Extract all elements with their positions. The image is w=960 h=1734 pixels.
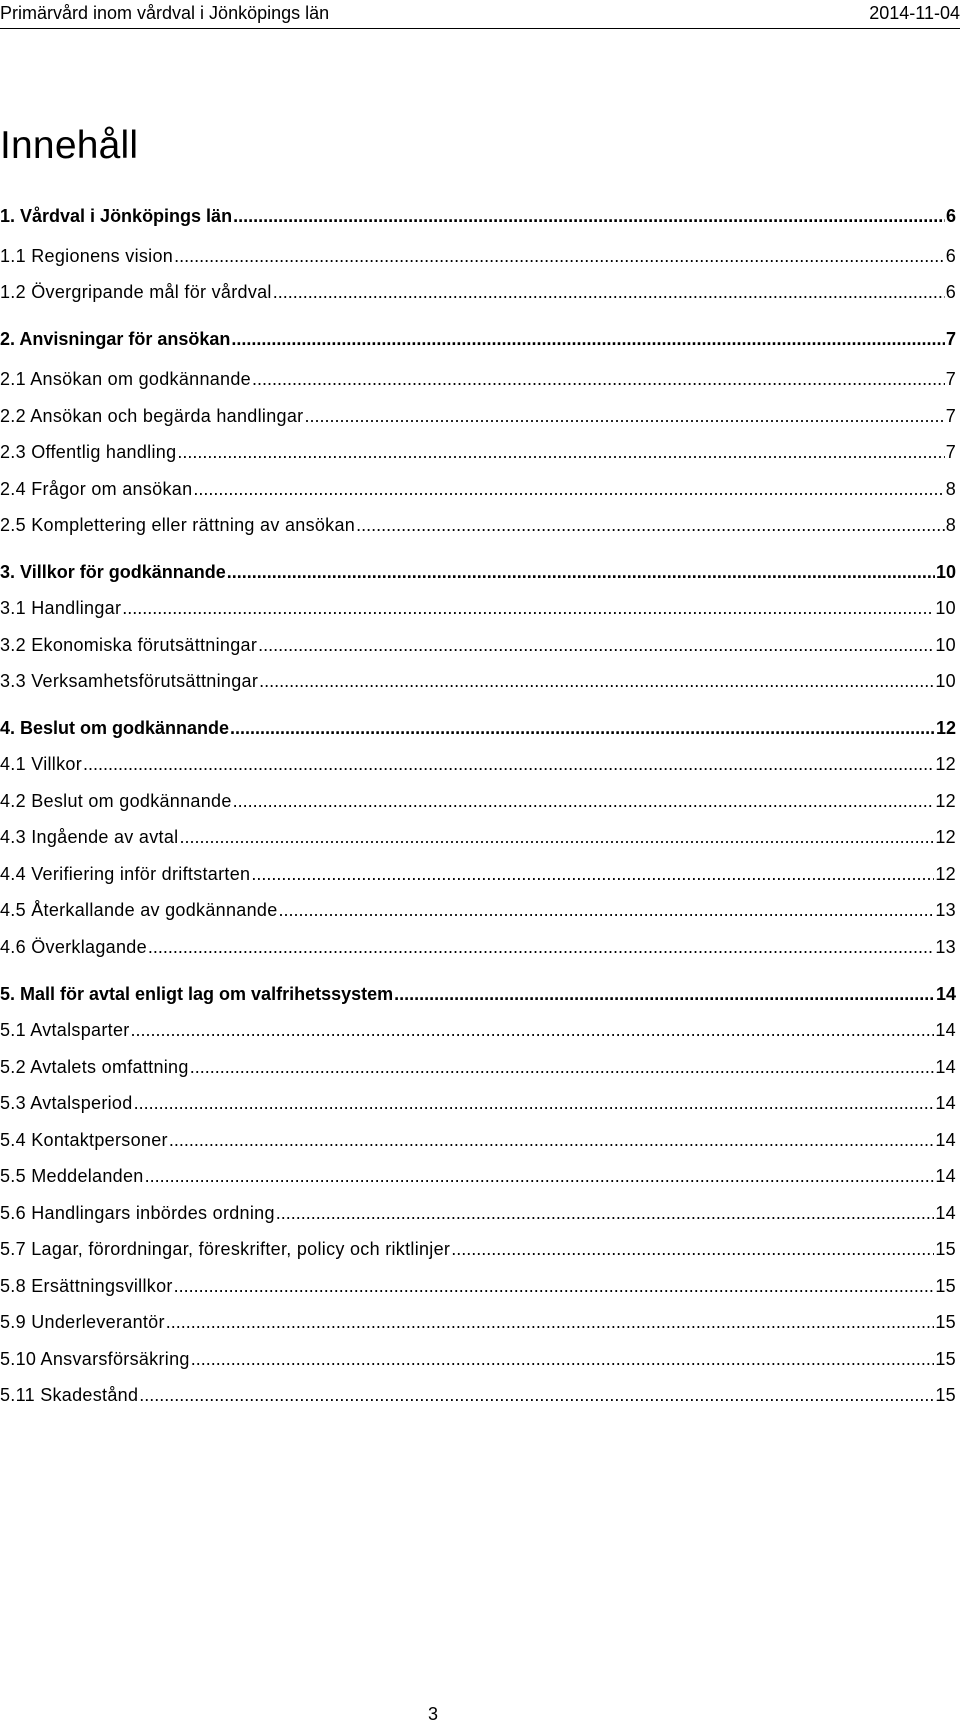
toc-entry-label: 3.2 Ekonomiska förutsättningar — [0, 635, 258, 655]
toc-dot-leader — [233, 788, 935, 814]
toc-section-entry[interactable] — [0, 243, 956, 269]
toc-dot-leader — [233, 203, 945, 229]
toc-section-entry[interactable] — [0, 279, 956, 305]
toc-entry-page: 6 — [945, 282, 956, 302]
toc-entry-label: 4.3 Ingående av avtal — [0, 827, 179, 847]
toc-entry-label: 5.3 Avtalsperiod — [0, 1093, 133, 1113]
toc-entry-label: 2. Anvisningar för ansökan — [0, 329, 231, 349]
toc-entry-label: 3.3 Verksamhetsförutsättningar — [0, 671, 259, 691]
toc-entry-label: 5.1 Avtalsparter — [0, 1020, 130, 1040]
toc-entry-page: 13 — [935, 937, 956, 957]
toc-entry-label: 5.5 Meddelanden — [0, 1166, 144, 1186]
header-document-title: Primärvård inom vårdval i Jönköpings län — [0, 3, 330, 23]
toc-dot-leader — [230, 715, 935, 741]
toc-entry-page: 14 — [935, 1166, 956, 1186]
toc-chapter-entry[interactable] — [0, 559, 956, 585]
toc-dot-leader — [122, 595, 934, 621]
toc-section-entry[interactable] — [0, 897, 956, 923]
toc-entry-page: 10 — [935, 562, 956, 582]
toc-entry-label: 2.5 Komplettering eller rättning av ansökan — [0, 515, 356, 535]
toc-dot-leader — [279, 897, 935, 923]
toc-chapter-entry[interactable] — [0, 715, 956, 741]
toc-dot-leader — [251, 861, 934, 887]
toc-entry-label: 2.4 Frågor om ansökan — [0, 479, 193, 499]
toc-entry-label: 1. Vårdval i Jönköpings län — [0, 206, 233, 226]
toc-dot-leader — [177, 439, 944, 465]
toc-entry-page: 6 — [945, 246, 956, 266]
toc-section-entry[interactable] — [0, 1163, 956, 1189]
toc-section-entry[interactable] — [0, 1200, 956, 1226]
toc-entry-label: 4. Beslut om godkännande — [0, 718, 230, 738]
toc-section-entry[interactable] — [0, 1382, 956, 1408]
toc-section-entry[interactable] — [0, 366, 956, 392]
toc-dot-leader — [148, 934, 934, 960]
toc-section-entry[interactable] — [0, 512, 956, 538]
header-date: 2014-11-04 — [869, 3, 960, 23]
toc-entry-page: 12 — [935, 827, 956, 847]
toc-entry-page: 15 — [935, 1349, 956, 1369]
toc-dot-leader — [179, 824, 934, 850]
toc-chapter-entry[interactable] — [0, 326, 956, 352]
toc-entry-label: 4.1 Villkor — [0, 754, 83, 774]
toc-section-entry[interactable] — [0, 403, 956, 429]
toc-entry-page: 6 — [945, 206, 956, 226]
toc-dot-leader — [134, 1090, 935, 1116]
toc-section-entry[interactable] — [0, 476, 956, 502]
toc-entry-label: 4.4 Verifiering inför driftstarten — [0, 864, 251, 884]
toc-dot-leader — [227, 559, 935, 585]
page-header — [0, 0, 960, 40]
toc-entry-label: 5.2 Avtalets omfattning — [0, 1057, 189, 1077]
toc-section-entry[interactable] — [0, 668, 956, 694]
toc-entry-label: 5.9 Underleverantör — [0, 1312, 165, 1332]
toc-entry-page: 7 — [945, 329, 956, 349]
toc-entry-label: 2.2 Ansökan och begärda handlingar — [0, 406, 304, 426]
toc-section-entry[interactable] — [0, 751, 956, 777]
toc-entry-page: 15 — [935, 1239, 956, 1259]
toc-dot-leader — [83, 751, 934, 777]
toc-dot-leader — [356, 512, 945, 538]
toc-entry-label: 3. Villkor för godkännande — [0, 562, 226, 582]
toc-dot-leader — [190, 1054, 935, 1080]
toc-entry-page: 7 — [945, 406, 956, 426]
toc-entry-label: 1.2 Övergripande mål för vårdval — [0, 282, 272, 302]
toc-entry-label: 5. Mall för avtal enligt lag om valfrihetssystem — [0, 984, 394, 1004]
header-divider — [0, 28, 960, 29]
toc-entry-page: 10 — [935, 671, 956, 691]
toc-section-entry[interactable] — [0, 934, 956, 960]
toc-dot-leader — [191, 1346, 935, 1372]
toc-entry-page: 7 — [945, 442, 956, 462]
toc-dot-leader — [193, 476, 944, 502]
toc-section-entry[interactable] — [0, 824, 956, 850]
toc-entry-page: 14 — [935, 1203, 956, 1223]
toc-section-entry[interactable] — [0, 788, 956, 814]
toc-entry-label: 2.3 Offentlig handling — [0, 442, 177, 462]
toc-entry-label: 4.2 Beslut om godkännande — [0, 791, 232, 811]
toc-entry-page: 15 — [935, 1276, 956, 1296]
toc-dot-leader — [139, 1382, 934, 1408]
toc-dot-leader — [252, 366, 945, 392]
toc-section-entry[interactable] — [0, 861, 956, 887]
toc-dot-leader — [451, 1236, 934, 1262]
toc-entry-label: 5.11 Skadestånd — [0, 1385, 139, 1405]
toc-dot-leader — [258, 632, 934, 658]
toc-entry-page: 15 — [935, 1312, 956, 1332]
toc-entry-label: 3.1 Handlingar — [0, 598, 122, 618]
toc-entry-label: 2.1 Ansökan om godkännande — [0, 369, 251, 389]
toc-section-entry[interactable] — [0, 632, 956, 658]
toc-dot-leader — [166, 1309, 935, 1335]
toc-section-entry[interactable] — [0, 1309, 956, 1335]
toc-entry-page: 14 — [935, 1093, 956, 1113]
toc-dot-leader — [394, 981, 935, 1007]
toc-entry-page: 14 — [935, 1057, 956, 1077]
toc-entry-label: 5.4 Kontaktpersoner — [0, 1130, 168, 1150]
toc-heading: Innehåll — [0, 124, 139, 167]
toc-entry-page: 14 — [935, 1020, 956, 1040]
toc-dot-leader — [145, 1163, 935, 1189]
toc-dot-leader — [273, 279, 945, 305]
toc-chapter-entry[interactable] — [0, 981, 956, 1007]
toc-section-entry[interactable] — [0, 1090, 956, 1116]
toc-section-entry[interactable] — [0, 1127, 956, 1153]
toc-dot-leader — [174, 243, 945, 269]
toc-entry-page: 8 — [945, 479, 956, 499]
toc-section-entry[interactable] — [0, 1236, 956, 1262]
toc-entry-page: 12 — [935, 864, 956, 884]
toc-dot-leader — [304, 403, 944, 429]
toc-entry-page: 10 — [935, 635, 956, 655]
toc-entry-label: 5.7 Lagar, förordningar, föreskrifter, policy och riktlinjer — [0, 1239, 451, 1259]
toc-section-entry[interactable] — [0, 1017, 956, 1043]
toc-section-entry[interactable] — [0, 1346, 956, 1372]
toc-section-entry[interactable] — [0, 439, 956, 465]
toc-dot-leader — [169, 1127, 935, 1153]
toc-entry-label: 4.6 Överklagande — [0, 937, 147, 957]
toc-dot-leader — [259, 668, 934, 694]
toc-entry-label: 4.5 Återkallande av godkännande — [0, 900, 278, 920]
toc-entry-page: 12 — [935, 791, 956, 811]
toc-entry-page: 8 — [945, 515, 956, 535]
toc-dot-leader — [231, 326, 945, 352]
toc-entry-label: 5.10 Ansvarsförsäkring — [0, 1349, 190, 1369]
toc-section-entry[interactable] — [0, 595, 956, 621]
toc-entry-page: 13 — [935, 900, 956, 920]
toc-entry-page: 7 — [945, 369, 956, 389]
toc-entry-label: 1.1 Regionens vision — [0, 246, 174, 266]
toc-entry-label: 5.6 Handlingars inbördes ordning — [0, 1203, 275, 1223]
toc-section-entry[interactable] — [0, 1273, 956, 1299]
toc-entry-page: 12 — [935, 718, 956, 738]
toc-entry-page: 14 — [935, 984, 956, 1004]
toc-entry-label: 5.8 Ersättningsvillkor — [0, 1276, 173, 1296]
toc-entry-page: 14 — [935, 1130, 956, 1150]
toc-dot-leader — [276, 1200, 935, 1226]
toc-chapter-entry[interactable] — [0, 203, 956, 229]
toc-section-entry[interactable] — [0, 1054, 956, 1080]
page-number: 3 — [427, 1704, 438, 1724]
toc-entry-page: 12 — [935, 754, 956, 774]
toc-entry-page: 10 — [935, 598, 956, 618]
toc-dot-leader — [131, 1017, 935, 1043]
toc-dot-leader — [174, 1273, 935, 1299]
toc-entry-page: 15 — [935, 1385, 956, 1405]
